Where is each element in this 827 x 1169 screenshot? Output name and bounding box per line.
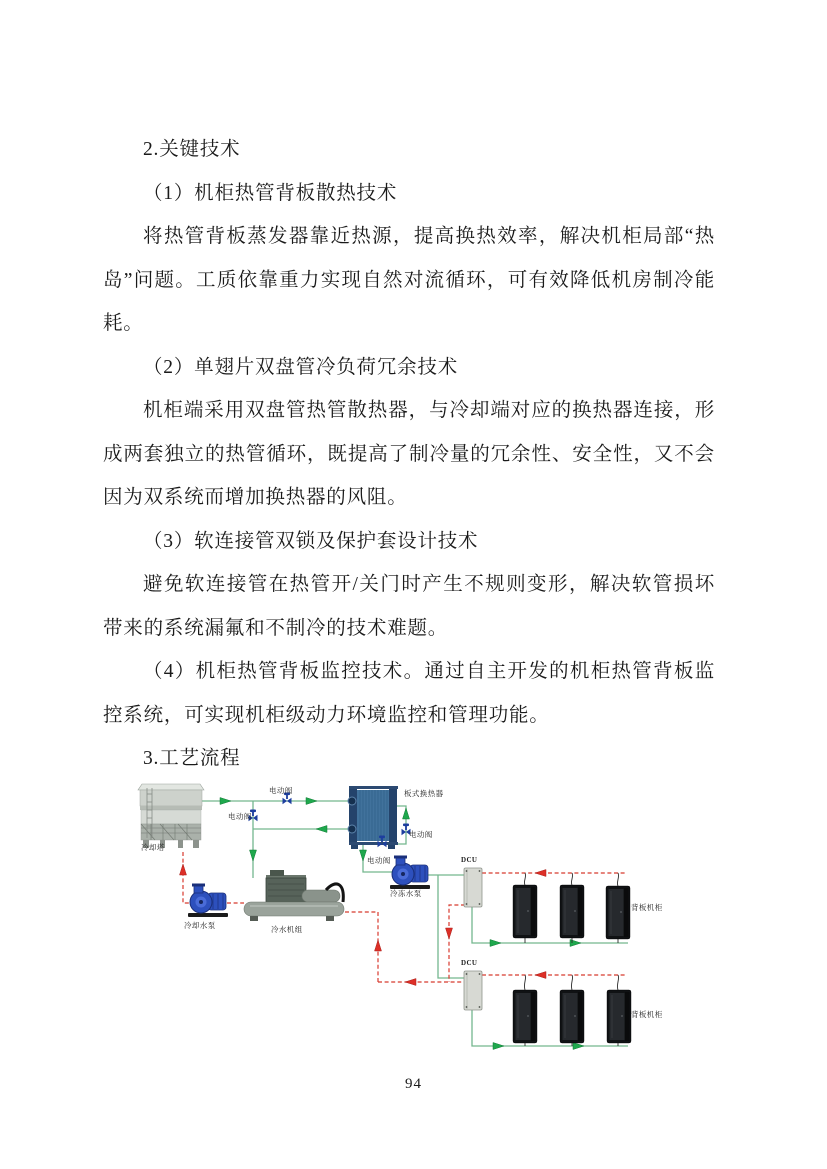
label-backplane-cabinet-1: 背板机柜 [631,903,663,912]
item-2-heading: （2）单翅片双盘管冷负荷冗余技术 [143,356,459,378]
label-chiller-unit: 冷水机组 [271,925,303,934]
red-flow-arrows [180,864,547,986]
label-dcu-2: DCU [461,959,478,967]
label-dcu-1: DCU [461,856,478,864]
label-backplane-cabinet-2: 背板机柜 [631,1010,663,1019]
dcu-box-2 [464,971,482,1010]
cooling-water-pump-illustration [188,884,228,918]
server-cabinet [560,990,584,1043]
item-1-body: 将热管背板蒸发器靠近热源，提高换热效率，解决机柜局部“热岛”问题。工质依靠重力实现自然对流循环，可有效降低机房制冷能耗。 [103,226,715,334]
body-text [103,128,715,781]
chiller-unit-illustration [244,870,344,921]
item-3-body: 避免软连接管在热管开/关门时产生不规则变形，解决软管损坏带来的系统漏氟和不制冷的技术难题。 [103,574,715,639]
section-heading-process: 3.工艺流程 [143,748,241,769]
item-2-body: 机柜端采用双盘管热管散热器，与冷却端对应的换热器连接，形成两套独立的热管循环，既提高了制冷量的冗余性、安全性，又不会因为双系统而增加换热器的风阻。 [103,400,715,508]
cabinet-row-1 [513,873,630,943]
label-chilled-water-pump: 冷冻水泵 [390,889,422,898]
label-motor-valve-1: 电动阀 [269,786,293,795]
item-4-paragraph: （4）机柜热管背板监控技术。通过自主开发的机柜热管背板监控系统，可实现机柜级动力环境监控和管理功能。 [103,661,715,726]
label-motor-valve-2: 电动阀 [228,812,252,821]
dcu-box-1 [464,868,482,907]
item-3-heading: （3）软连接管双锁及保护套设计技术 [143,530,479,552]
server-cabinet [513,885,537,938]
server-cabinet [606,886,630,939]
server-cabinet [513,990,537,1043]
plate-heat-exchanger-illustration [348,786,398,849]
cabinet-row-2 [513,975,631,1046]
section-heading-key-tech: 2.关键技术 [143,139,241,160]
label-cooling-tower: 冷却塔 [141,843,165,852]
label-plate-heat-exchanger: 板式换热器 [404,789,444,798]
chilled-water-pump-illustration [390,856,430,890]
cooling-tower-illustration [138,784,204,848]
label-cooling-water-pump: 冷却水泵 [184,921,216,930]
server-cabinet [607,990,631,1043]
label-motor-valve-3: 电动阀 [409,830,433,839]
item-1-heading: （1）机柜热管背板散热技术 [143,182,398,204]
server-cabinet [560,885,584,938]
page-number: 94 [405,1076,422,1092]
label-motor-valve-4: 电动阀 [367,856,391,865]
